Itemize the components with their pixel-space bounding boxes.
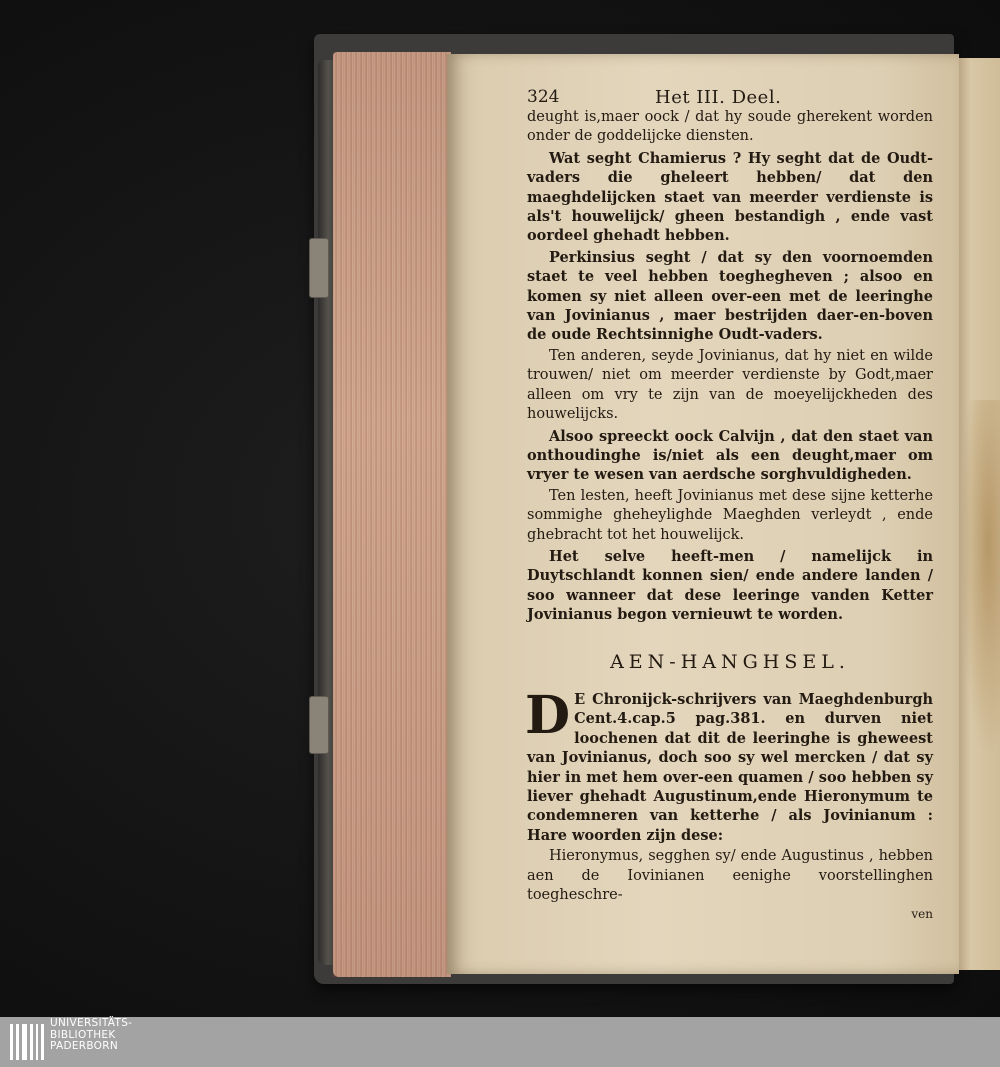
library-barcode-logo-icon xyxy=(10,1022,46,1062)
page-number: 324 xyxy=(527,87,560,107)
section-heading: AEN-HANGHSEL. xyxy=(610,650,850,673)
paragraph-6: Ten lesten, heeft Jovinianus met dese sijne ketterhe sommighe gheheylighde Maeghden verleydt , ende ghebracht tot het houwelijck. xyxy=(527,487,933,543)
page-edges xyxy=(333,52,451,977)
appendix-text-1: E Chronijck-schrijvers van Maeghdenburgh Cent.4.cap.5 pag.381. en durven niet loochenen dat dit de leeringhe is gheweest van Jovinianus, doch soo sy wel mercken / dat sy hier in met hem over-een quamen / soo hebben sy liever ghehadt Augustinum,ende Hieronymum te condemneren van ketterhe / als Jovinianum : Hare woorden zijn dese: xyxy=(527,690,933,844)
paragraph-3: Perkinsius seght / dat sy den voornoemden staet te veel hebben toeghegheven ; alsoo en komen sy niet alleen over-een met de leeringhe van Jovinianus , maer bestrijden daer-en-boven de oude Rechtsinnighe Oudt-vaders. xyxy=(527,248,933,344)
paragraph-2: Wat seght Chamierus ? Hy seght dat de Oudt-vaders die gheleert hebben/ dat den maeghdelijcken staet van meerder verdienste is als't houwelijck/ gheen bestandigh , ende vast oordeel ghehadt hebben. xyxy=(527,149,933,245)
library-footer xyxy=(0,1017,1000,1067)
catchword: ven xyxy=(911,907,933,922)
paragraph-4: Ten anderen, seyde Jovinianus, dat hy niet en wilde trouwen/ niet om meerder verdienste by Godt,maer alleen om vry te zijn van de moeyelijckheden des houwelijcks. xyxy=(527,347,933,423)
library-name xyxy=(50,1018,132,1053)
clasp-top xyxy=(309,238,329,298)
paragraph-7: Het selve heeft-men / namelijck in Duytschlandt konnen sien/ ende andere landen / soo wanneer dat dese leeringe vanden Ketter Jovinianus begon vernieuwt te worden. xyxy=(527,547,933,624)
drop-cap: D xyxy=(525,684,571,746)
appendix-paragraph-2: Hieronymus, segghen sy/ ende Augustinus , hebben aen de Iovinianen eenighe voorstellinghen toegheschre- xyxy=(527,848,933,904)
library-line-3: PADERBORN xyxy=(50,1040,118,1052)
appendix-paragraph-1 xyxy=(525,684,933,845)
page-text xyxy=(527,88,933,925)
library-line-1: UNIVERSITÄTS- xyxy=(50,1017,133,1029)
water-stain xyxy=(960,400,1000,760)
paragraph-1: deught is,maer oock / dat hy soude gherekent worden onder de goddelijcke diensten. xyxy=(527,109,933,145)
library-line-2: BIBLIOTHEK xyxy=(50,1028,116,1041)
paragraph-5: Alsoo spreeckt oock Calvijn , dat den staet van onthoudinghe is/niet als een deught,maer om vryer te wesen van aerdsche sorghvuldigheden. xyxy=(527,427,933,484)
clasp-bottom xyxy=(309,696,329,754)
running-title: Het III. Deel. xyxy=(655,87,782,108)
running-head xyxy=(527,88,933,108)
